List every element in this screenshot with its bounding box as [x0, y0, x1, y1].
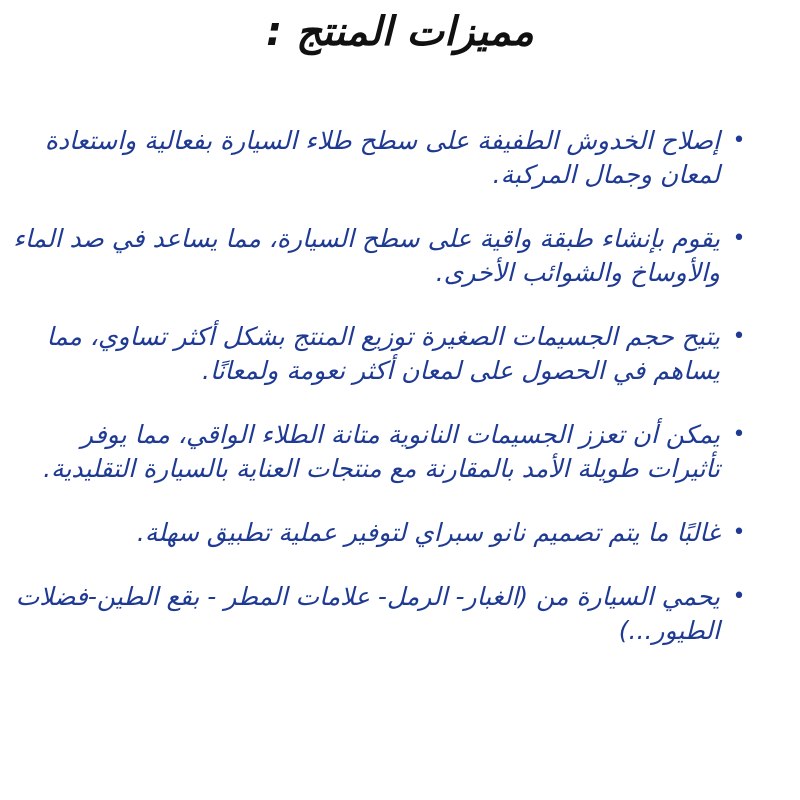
feature-text: يحمي السيارة من (الغبار- الرمل- علامات المطر - بقع الطين-فضلات الطيور...) [15, 582, 720, 645]
feature-item-6 [5, 580, 750, 648]
feature-text: يقوم بإنشاء طبقة واقية على سطح السيارة، مما يساعد في صد الماء والأوساخ والشوائب الأخرى. [13, 224, 720, 287]
feature-item-2 [5, 222, 750, 290]
bullet-icon: • [732, 226, 746, 251]
feature-item-3 [5, 320, 750, 388]
feature-text: غالبًا ما يتم تصميم نانو سبراي لتوفير عملية تطبيق سهلة. [136, 518, 720, 547]
feature-item-5 [5, 516, 750, 550]
bullet-icon: • [732, 128, 746, 153]
features-list [5, 124, 750, 678]
feature-text: يتيح حجم الجسيمات الصغيرة توزيع المنتج بشكل أكثر تساوي، مما يساهم في الحصول على لمعان أكثر نعومة ولمعانًا. [46, 322, 720, 385]
bullet-icon: • [732, 422, 746, 447]
feature-text: إصلاح الخدوش الطفيفة على سطح طلاء السيارة بفعالية واستعادة لمعان وجمال المركبة. [44, 126, 720, 189]
feature-text: يمكن أن تعزز الجسيمات النانوية متانة الطلاء الواقي، مما يوفر تأثيرات طويلة الأمد بالمقارنة مع منتجات العناية بالسيارة التقليدية. [43, 420, 720, 483]
page-title: مميزات المنتج : [266, 9, 534, 55]
bullet-icon: • [732, 520, 746, 545]
bullet-icon: • [732, 584, 746, 609]
feature-item-1 [5, 124, 750, 192]
bullet-icon: • [732, 324, 746, 349]
feature-item-4 [5, 418, 750, 486]
